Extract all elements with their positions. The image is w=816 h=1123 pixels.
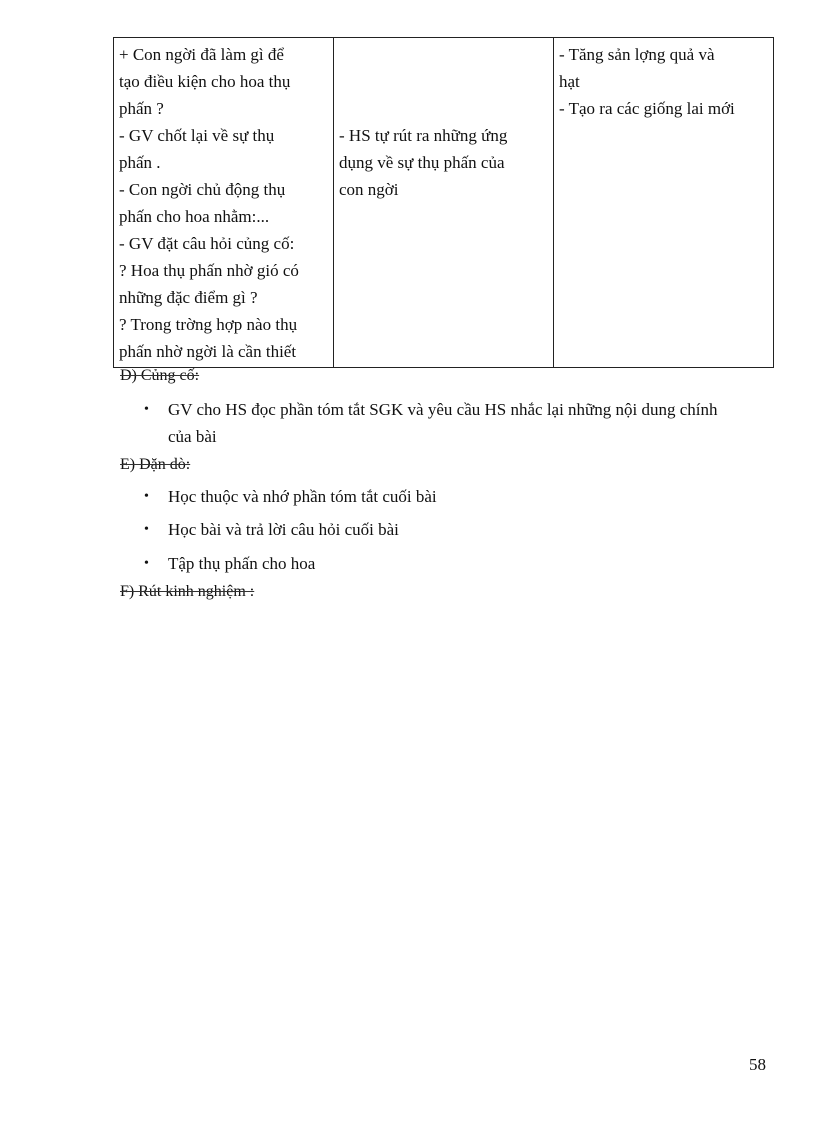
bullet-icon: • [144, 402, 149, 417]
content-cell [554, 38, 774, 368]
cell-line: phấn nhờ ngời là cần thiết [119, 342, 297, 361]
cell-line: ? Trong trờng hợp nào thụ [119, 315, 298, 334]
bullet-icon: • [144, 556, 149, 571]
cell-line: dụng về sự thụ phấn của [339, 153, 505, 172]
cell-line: ? Hoa thụ phấn nhờ gió có [119, 261, 299, 280]
list-item [144, 550, 315, 577]
bullet-icon: • [144, 489, 149, 504]
cell-line: - Con ngời chủ động thụ [119, 180, 286, 199]
section-e-heading: E) Dặn dò: [120, 456, 191, 473]
cell-line: phấn cho hoa nhằm:... [119, 207, 270, 226]
list-item-text: GV cho HS đọc phần tóm tắt SGK và yêu cầu HS nhắc lại những nội dung chính [168, 400, 718, 419]
section-d-heading: D) Củng cố: [120, 367, 200, 384]
cell-line: - GV chốt lại về sự thụ [119, 126, 275, 145]
page-number: 58 [749, 1055, 766, 1074]
cell-line: phấn ? [119, 99, 164, 118]
teacher-activity-cell [114, 38, 334, 368]
cell-line: những đặc điểm gì ? [119, 288, 258, 307]
cell-line: tạo điều kiện cho hoa thụ [119, 72, 291, 91]
student-activity-cell [334, 38, 554, 368]
cell-line: - GV đặt câu hỏi củng cố: [119, 234, 295, 253]
list-item [144, 483, 437, 510]
cell-line: hạt [559, 72, 580, 91]
list-item-text: Học thuộc và nhớ phần tóm tắt cuối bài [168, 487, 437, 506]
cell-line: phấn . [119, 153, 161, 172]
cell-spacer [339, 41, 549, 122]
list-item-text: Học bài và trả lời câu hỏi cuối bài [168, 520, 399, 539]
list-item-text: Tập thụ phấn cho hoa [168, 554, 316, 573]
bullet-icon: • [144, 522, 149, 537]
list-item-text: của bài [168, 427, 217, 446]
cell-line: + Con ngời đã làm gì để [119, 45, 284, 64]
lesson-activity-table [113, 37, 774, 368]
cell-line: - Tạo ra các giống lai mới [559, 99, 735, 118]
list-item [144, 516, 399, 543]
section-f-heading: F) Rút kinh nghiệm : [120, 583, 255, 600]
cell-line: - HS tự rút ra những ứng [339, 126, 508, 145]
table-row [114, 38, 774, 368]
cell-line: con ngời [339, 180, 399, 199]
cell-line: - Tăng sản lợng quả và [559, 45, 715, 64]
list-item [144, 396, 718, 450]
